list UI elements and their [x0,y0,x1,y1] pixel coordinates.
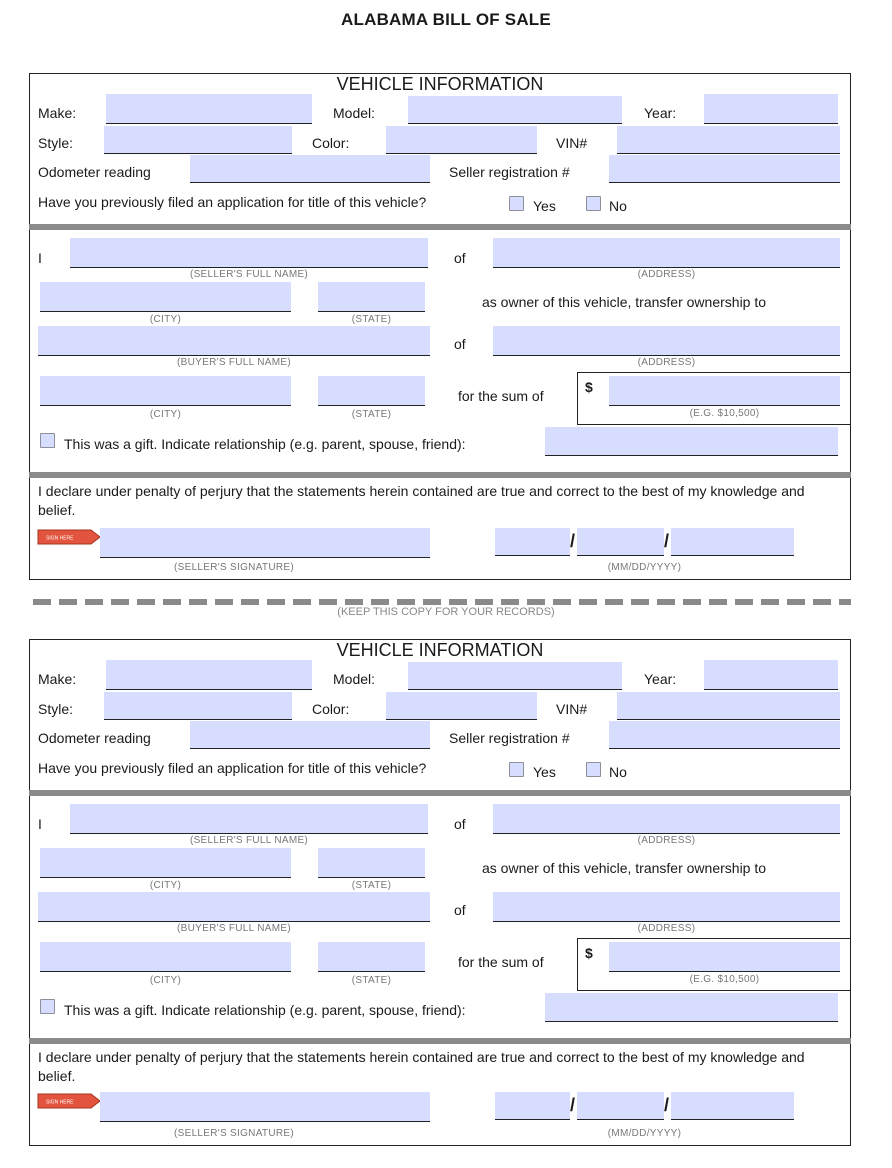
seller-registration-label: Seller registration # [449,730,570,746]
address-caption: (ADDRESS) [637,269,696,280]
buyer-name-field[interactable] [38,326,430,356]
section-heading: VEHICLE INFORMATION [336,640,544,660]
dollar-sign: $ [585,379,593,395]
year-label: Year: [644,671,677,687]
vin-field[interactable] [617,692,840,720]
transfer-ownership-text: as owner of this vehicle, transfer ownership to [482,860,767,876]
odometer-label: Odometer reading [38,164,151,180]
buyer-address-field[interactable] [493,326,840,356]
seller-address-field[interactable] [493,804,840,834]
color-label: Color: [312,701,350,717]
date-year-field[interactable] [671,528,794,556]
color-label: Color: [312,135,350,151]
date-slash: / [664,531,670,551]
gift-text: This was a gift. Indicate relationship (e.g. parent, spouse, friend): [64,1002,466,1018]
make-field[interactable] [106,94,312,124]
date-slash: / [664,1095,670,1115]
seller-name-field[interactable] [70,804,428,834]
amount-caption: (E.G. $10,500) [689,408,760,419]
signature-caption: (SELLER'S SIGNATURE) [174,1128,294,1139]
style-field[interactable] [104,692,292,720]
make-label: Make: [38,105,77,121]
of-label: of [454,250,466,266]
address-caption: (ADDRESS) [637,923,696,934]
seller-state-field[interactable] [318,848,425,878]
buyer-name-field[interactable] [38,892,430,922]
buyer-state-field[interactable] [318,942,425,972]
section-separator [29,472,851,478]
of-label: of [454,902,466,918]
odometer-field[interactable] [190,721,430,749]
date-caption: (MM/DD/YYYY) [607,1128,682,1139]
buyer-name-caption: (BUYER'S FULL NAME) [177,357,291,368]
year-field[interactable] [704,660,838,690]
make-label: Make: [38,671,77,687]
buyer-state-field[interactable] [318,376,425,406]
previous-application-question: Have you previously filed an application for title of this vehicle? [38,760,427,776]
vin-label: VIN# [556,701,588,717]
relationship-field[interactable] [545,993,838,1022]
date-year-field[interactable] [671,1092,794,1120]
buyer-city-field[interactable] [40,376,291,406]
sum-label: for the sum of [458,954,544,970]
buyer-city-field[interactable] [40,942,291,972]
city-caption: (CITY) [149,314,182,325]
style-label: Style: [38,135,74,151]
seller-signature-field[interactable] [100,528,430,558]
i-label: I [38,816,42,832]
seller-city-field[interactable] [40,848,291,878]
buyer-address-field[interactable] [493,892,840,922]
seller-name-field[interactable] [70,238,428,268]
seller-state-field[interactable] [318,282,425,312]
seller-city-field[interactable] [40,282,291,312]
state-caption: (STATE) [351,314,392,325]
date-month-field[interactable] [495,1092,570,1120]
section-separator [29,224,851,230]
color-field[interactable] [386,126,537,154]
sum-label: for the sum of [458,388,544,404]
declaration-text: I declare under penalty of perjury that the statements herein contained are true and correct to the best of my knowledge and belief. [38,1049,805,1084]
vin-field[interactable] [617,126,840,154]
no-checkbox[interactable] [586,196,601,211]
previous-application-question: Have you previously filed an application for title of this vehicle? [38,194,427,210]
seller-signature-field[interactable] [100,1092,430,1122]
amount-caption: (E.G. $10,500) [689,974,760,985]
yes-label: Yes [533,764,556,780]
vin-label: VIN# [556,135,588,151]
yes-checkbox[interactable] [509,196,524,211]
state-caption: (STATE) [351,409,392,420]
model-field[interactable] [408,662,622,690]
seller-address-field[interactable] [493,238,840,268]
relationship-field[interactable] [545,427,838,456]
sign-here-text: SIGN HERE [46,535,74,542]
sign-here-flag-icon [37,529,101,545]
gift-text: This was a gift. Indicate relationship (e.g. parent, spouse, friend): [64,436,466,452]
make-field[interactable] [106,660,312,690]
date-day-field[interactable] [577,1092,664,1120]
city-caption: (CITY) [149,880,182,891]
seller-name-caption: (SELLER'S FULL NAME) [189,269,309,280]
no-label: No [609,764,627,780]
gift-checkbox[interactable] [40,433,55,448]
city-caption: (CITY) [149,409,182,420]
bill-of-sale-copy-2 [0,566,892,1139]
model-label: Model: [333,105,376,121]
i-label: I [38,250,42,266]
page-title: ALABAMA BILL OF SALE [341,10,551,29]
date-slash: / [570,531,576,551]
style-label: Style: [38,701,74,717]
section-separator [29,790,851,796]
amount-field[interactable] [609,376,840,406]
color-field[interactable] [386,692,537,720]
section-heading: VEHICLE INFORMATION [336,74,544,94]
dollar-sign: $ [585,945,593,961]
buyer-name-caption: (BUYER'S FULL NAME) [177,923,291,934]
keep-copy-note: (KEEP THIS COPY FOR YOUR RECORDS) [337,606,555,618]
bill-of-sale-copy-1 [0,0,892,573]
odometer-field[interactable] [190,155,430,183]
model-field[interactable] [408,96,622,124]
odometer-label: Odometer reading [38,730,151,746]
city-caption: (CITY) [149,975,182,986]
model-label: Model: [333,671,376,687]
signature-caption: (SELLER'S SIGNATURE) [174,562,294,573]
date-day-field[interactable] [577,528,664,556]
date-month-field[interactable] [495,528,570,556]
address-caption: (ADDRESS) [637,835,696,846]
no-checkbox[interactable] [586,762,601,777]
style-field[interactable] [104,126,292,154]
yes-label: Yes [533,198,556,214]
transfer-ownership-text: as owner of this vehicle, transfer ownership to [482,294,767,310]
year-field[interactable] [704,94,838,124]
gift-checkbox[interactable] [40,999,55,1014]
of-label: of [454,816,466,832]
amount-field[interactable] [609,942,840,972]
year-label: Year: [644,105,677,121]
of-label: of [454,336,466,352]
seller-registration-label: Seller registration # [449,164,570,180]
date-slash: / [570,1095,576,1115]
state-caption: (STATE) [351,975,392,986]
seller-registration-field[interactable] [609,155,840,183]
seller-name-caption: (SELLER'S FULL NAME) [189,835,309,846]
sign-here-flag-icon [37,1093,101,1109]
yes-checkbox[interactable] [509,762,524,777]
date-caption: (MM/DD/YYYY) [607,562,682,573]
address-caption: (ADDRESS) [637,357,696,368]
sign-here-text: SIGN HERE [46,1099,74,1106]
state-caption: (STATE) [351,880,392,891]
no-label: No [609,198,627,214]
section-separator [29,1038,851,1044]
seller-registration-field[interactable] [609,721,840,749]
declaration-text: I declare under penalty of perjury that the statements herein contained are true and correct to the best of my knowledge and belief. [38,483,805,518]
